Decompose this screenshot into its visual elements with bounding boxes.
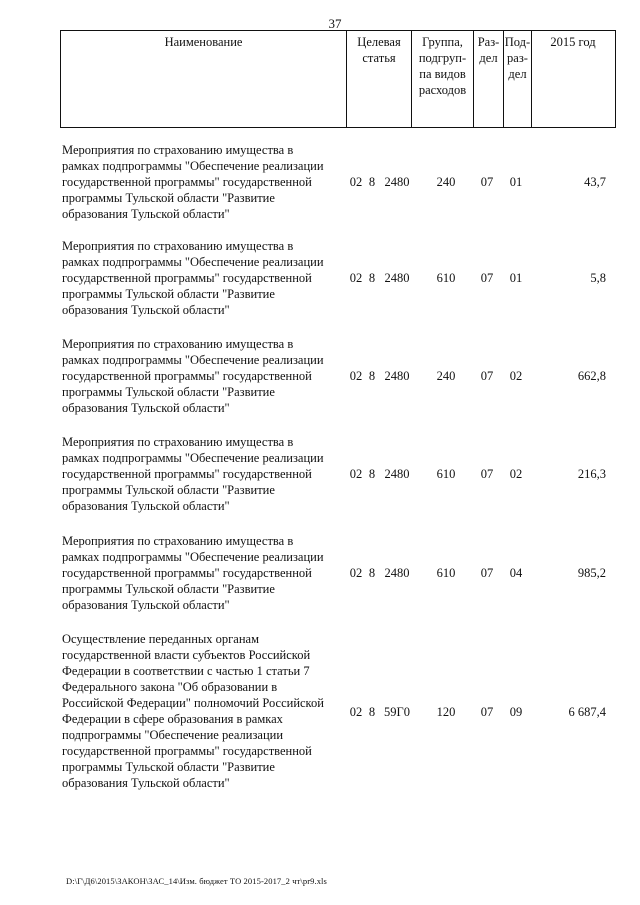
row-name: Мероприятия по страхованию имущества в рамках подпрограммы "Обеспечение реализации государственной программы" государственной программы Тульской области "Развитие образования Тульской области" [62, 435, 324, 513]
row-subsection: 01 [509, 271, 523, 285]
row-target-article-subprogram: 8 [368, 271, 376, 285]
row-target-article-code: 2480 [384, 566, 410, 580]
header-target-article-line-2: статья [362, 51, 396, 65]
row-target-article-subprogram: 8 [368, 705, 376, 719]
row-name: Осуществление переданных органам государственной власти субъектов Российской Федерации в соответствии с частью 1 статьи 7 Федерального закона "Об образовании в Российской Федерации" полномочий Российской Федерации в сфере образования в рамках подпрограммы "Обеспечение реализации государственной программы" государственной программы Тульской области "Развитие образования Тульской области" [62, 632, 324, 790]
row-section: 07 [480, 467, 494, 481]
header-name [61, 31, 346, 127]
page-number: 37 [328, 16, 342, 31]
table-row [60, 434, 616, 516]
row-section: 07 [480, 369, 494, 383]
header-group-line-3: па видов [419, 67, 466, 81]
row-target-article-program: 02 [349, 369, 363, 383]
row-expense-group: 240 [436, 369, 456, 383]
row-subsection: 02 [509, 369, 523, 383]
row-target-article-subprogram: 8 [368, 566, 376, 580]
table-row [60, 142, 616, 224]
row-name: Мероприятия по страхованию имущества в рамках подпрограммы "Обеспечение реализации государственной программы" государственной программы Тульской области "Развитие образования Тульской области" [62, 534, 324, 612]
header-year-label: 2015 год [550, 35, 596, 49]
table-row [60, 238, 616, 320]
row-target-article-program: 02 [349, 566, 363, 580]
header-group-line-1: Группа, [422, 35, 463, 49]
header-subsection [503, 31, 531, 127]
row-section: 07 [480, 271, 494, 285]
row-target-article-program: 02 [349, 271, 363, 285]
header-group-line-2: подгруп- [418, 51, 467, 65]
row-name: Мероприятия по страхованию имущества в рамках подпрограммы "Обеспечение реализации государственной программы" государственной программы Тульской области "Развитие образования Тульской области" [62, 337, 324, 415]
row-target-article-code: 2480 [384, 271, 410, 285]
table-row [60, 533, 616, 615]
header-subsection-line-2: раз- [507, 51, 528, 65]
header-group-line-4: расходов [418, 83, 467, 97]
row-target-article-program: 02 [349, 467, 363, 481]
row-subsection: 01 [509, 175, 523, 189]
table-header [60, 30, 616, 128]
row-section: 07 [480, 566, 494, 580]
row-section: 07 [480, 175, 494, 189]
row-expense-group: 610 [436, 467, 456, 481]
table-row [60, 631, 616, 793]
row-expense-group: 240 [436, 175, 456, 189]
row-amount: 5,8 [590, 271, 606, 285]
table-row [60, 336, 616, 418]
row-expense-group: 610 [436, 566, 456, 580]
row-amount: 985,2 [577, 566, 606, 580]
row-section: 07 [480, 705, 494, 719]
header-subsection-line-3: дел [508, 67, 527, 81]
header-section-line-1: Раз- [477, 35, 500, 49]
row-target-article-code: 2480 [384, 467, 410, 481]
row-subsection: 04 [509, 566, 523, 580]
header-target-article-line-1: Целевая [357, 35, 401, 49]
header-name-label: Наименование [164, 35, 243, 49]
file-path-footer: D:\Г\Д6\2015\ЗАКОН\ЗАС_14\Изм. бюджет ТО 2015-2017_2 чт\pr9.xls [66, 876, 327, 886]
row-target-article-code: 59Г0 [384, 705, 410, 719]
row-target-article-subprogram: 8 [368, 467, 376, 481]
row-expense-group: 120 [436, 705, 456, 719]
row-target-article-program: 02 [349, 175, 363, 189]
header-section [473, 31, 503, 127]
row-expense-group: 610 [436, 271, 456, 285]
row-name: Мероприятия по страхованию имущества в рамках подпрограммы "Обеспечение реализации государственной программы" государственной программы Тульской области "Развитие образования Тульской области" [62, 239, 324, 317]
row-target-article-code: 2480 [384, 175, 410, 189]
row-amount: 6 687,4 [568, 705, 606, 719]
row-target-article-code: 2480 [384, 369, 410, 383]
header-subsection-line-1: Под- [504, 35, 531, 49]
row-subsection: 09 [509, 705, 523, 719]
row-name: Мероприятия по страхованию имущества в рамках подпрограммы "Обеспечение реализации государственной программы" государственной программы Тульской области "Развитие образования Тульской области" [62, 143, 324, 221]
row-target-article-subprogram: 8 [368, 175, 376, 189]
header-section-line-2: дел [479, 51, 498, 65]
header-year [531, 31, 614, 127]
row-amount: 662,8 [577, 369, 606, 383]
header-group [411, 31, 473, 127]
header-target-article [346, 31, 411, 127]
row-subsection: 02 [509, 467, 523, 481]
row-amount: 216,3 [577, 467, 606, 481]
row-target-article-program: 02 [349, 705, 363, 719]
row-target-article-subprogram: 8 [368, 369, 376, 383]
row-amount: 43,7 [584, 175, 606, 189]
